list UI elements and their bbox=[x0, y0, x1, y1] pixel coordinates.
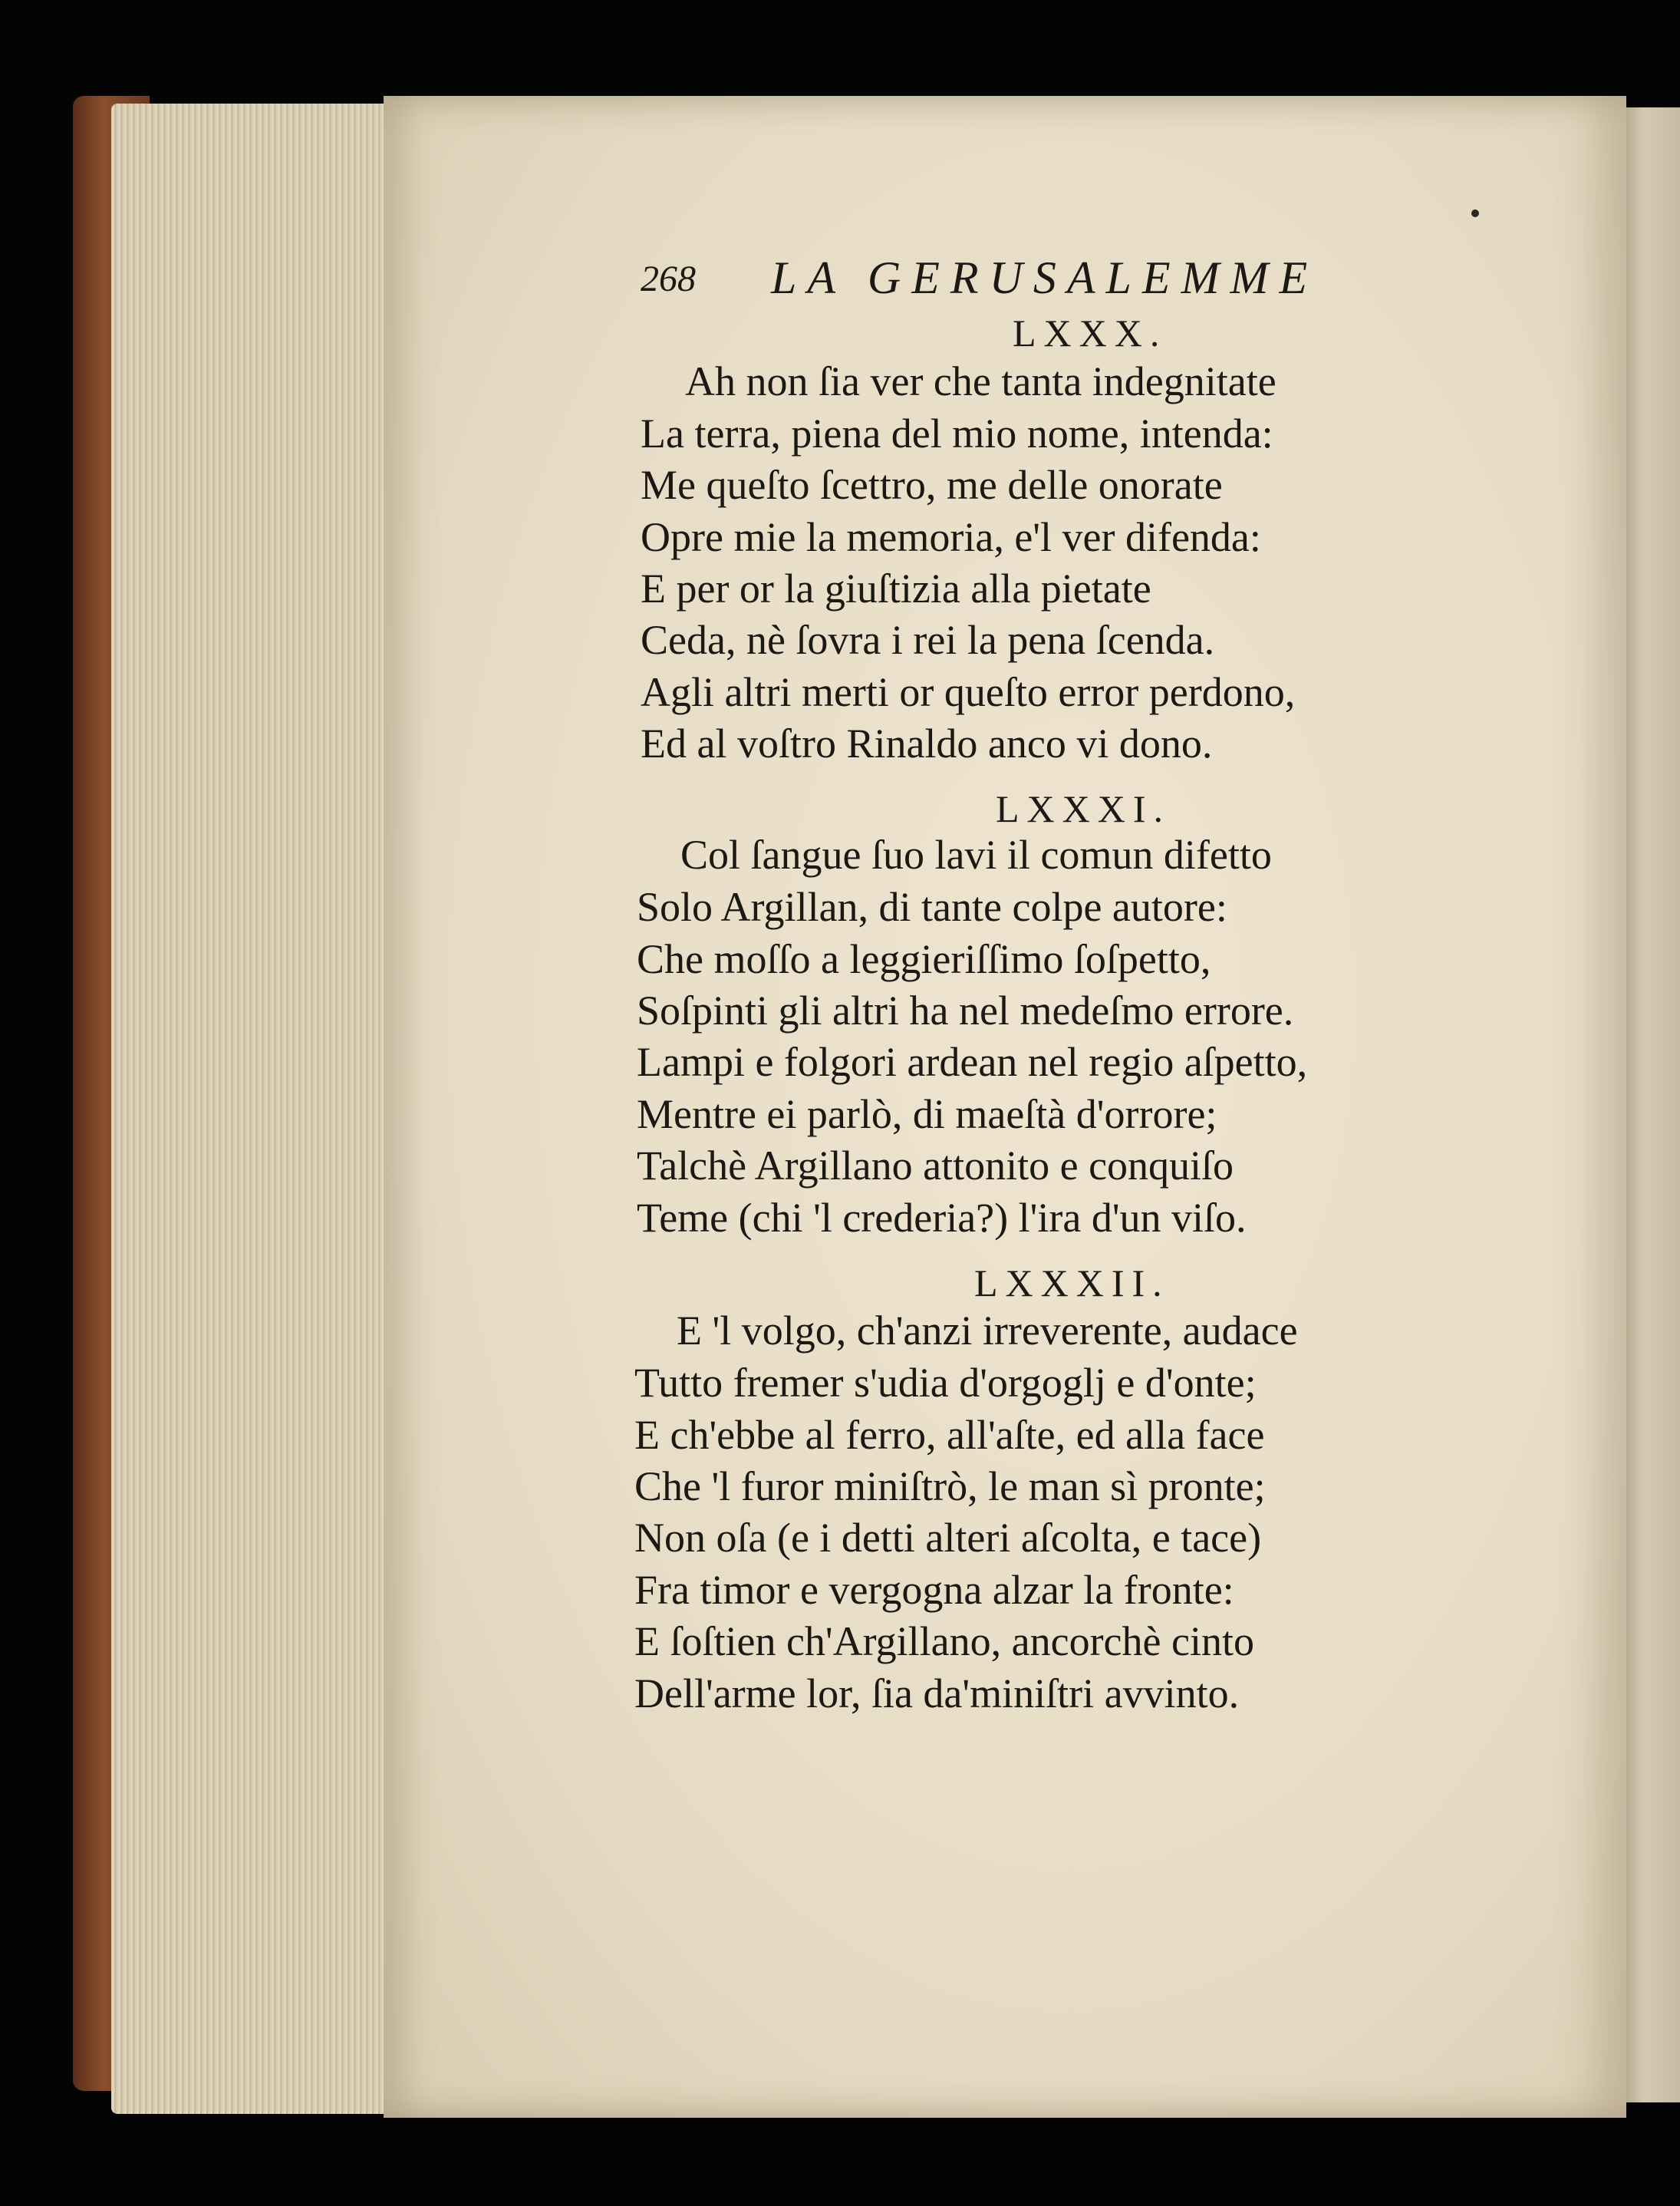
verse-line: Teme (chi 'l crederia?) l'ira d'un viſo. bbox=[637, 1195, 1247, 1241]
verse-line: Tutto fremer s'udia d'orgoglj e d'onte; bbox=[634, 1360, 1257, 1406]
verse-line: Soſpinti gli altri ha nel medeſmo errore. bbox=[637, 988, 1294, 1034]
verse-line: Non oſa (e i detti alteri aſcolta, e tace) bbox=[634, 1515, 1262, 1561]
verse-line: E ſoſtien ch'Argillano, ancorchè cinto bbox=[634, 1618, 1254, 1664]
verse-line: Dell'arme lor, ſia da'miniſtri avvinto. bbox=[634, 1670, 1240, 1716]
verse-line: Ah non ſia ver che tanta indegnitate bbox=[685, 358, 1276, 404]
print-mark bbox=[1471, 209, 1479, 217]
verse-line: La terra, piena del mio nome, intenda: bbox=[641, 411, 1273, 457]
verse-line: Che 'l furor miniſtrò, le man sì pronte; bbox=[634, 1463, 1266, 1509]
verse-line: E ch'ebbe al ferro, all'aſte, ed alla face bbox=[634, 1412, 1265, 1458]
verse-line: Col ſangue ſuo lavi il comun difetto bbox=[680, 832, 1272, 878]
verse-line: Opre mie la memoria, e'l ver difenda: bbox=[641, 514, 1261, 560]
verse-line: Agli altri merti or queſto error perdono, bbox=[641, 669, 1296, 715]
page-header bbox=[641, 252, 1408, 305]
verse-line: Ceda, nè ſovra i rei la pena ſcenda. bbox=[641, 617, 1215, 663]
verse-line: Fra timor e vergogna alzar la fronte: bbox=[634, 1567, 1234, 1613]
verse-line: Talchè Argillano attonito e conquiſo bbox=[637, 1143, 1234, 1189]
verse-line: Lampi e folgori ardean nel regio aſpetto, bbox=[637, 1039, 1308, 1085]
verse-line: Mentre ei parlò, di maeſtà d'orrore; bbox=[637, 1091, 1217, 1137]
running-title: LA GERUSALEMME bbox=[771, 252, 1319, 303]
verse-line: Ed al voſtro Rinaldo anco vi dono. bbox=[641, 720, 1213, 767]
stanza-numeral: LXXXI. bbox=[996, 787, 1171, 830]
verse-line: E per or la giuſtizia alla pietate bbox=[641, 566, 1151, 612]
stanza-numeral: LXXXII. bbox=[974, 1261, 1170, 1304]
verse-line: E 'l volgo, ch'anzi irreverente, audace bbox=[677, 1307, 1298, 1354]
page-edges bbox=[111, 104, 410, 2114]
verse-line: Me queſto ſcettro, me delle onorate bbox=[641, 462, 1223, 508]
page-number: 268 bbox=[641, 259, 696, 299]
verse-line: Che moſſo a leggieriſſimo ſoſpetto, bbox=[637, 936, 1211, 982]
facing-page bbox=[1619, 107, 1680, 2102]
stanza-numeral: LXXX. bbox=[1013, 312, 1168, 354]
verse-line: Solo Argillan, di tante colpe autore: bbox=[637, 884, 1227, 930]
